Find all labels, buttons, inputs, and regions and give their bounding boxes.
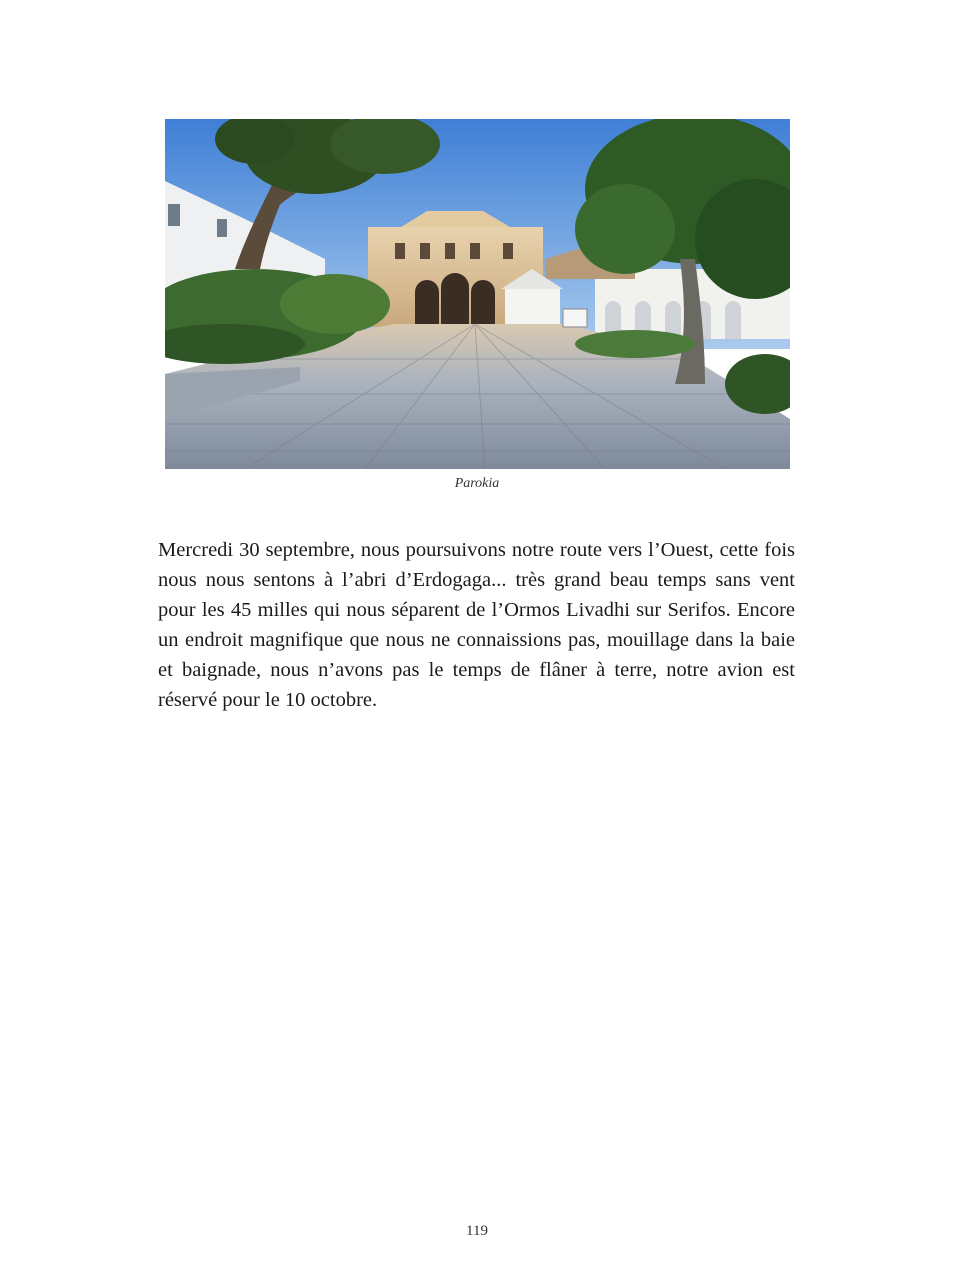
figure-caption: Parokia xyxy=(454,476,500,491)
figure-photo xyxy=(165,119,790,469)
church-courtyard-photo xyxy=(165,119,790,469)
body-paragraph: Mercredi 30 septembre, nous poursuivons notre route vers l’Ouest, cette fois nous nous sentons à l’abri d’Erdogaga... très grand beau temps sans vent pour les 45 milles qui nous séparent de l’Ormos Livadhi sur Serifos. Encore un endroit magnifique que nous ne connaissions pas, mouillage dans la baie et baignade, nous n’avons pas le temps de flâner à terre, notre avion est réservé pour le 10 octobre. xyxy=(158,539,795,711)
page-number: 119 xyxy=(466,1223,488,1239)
